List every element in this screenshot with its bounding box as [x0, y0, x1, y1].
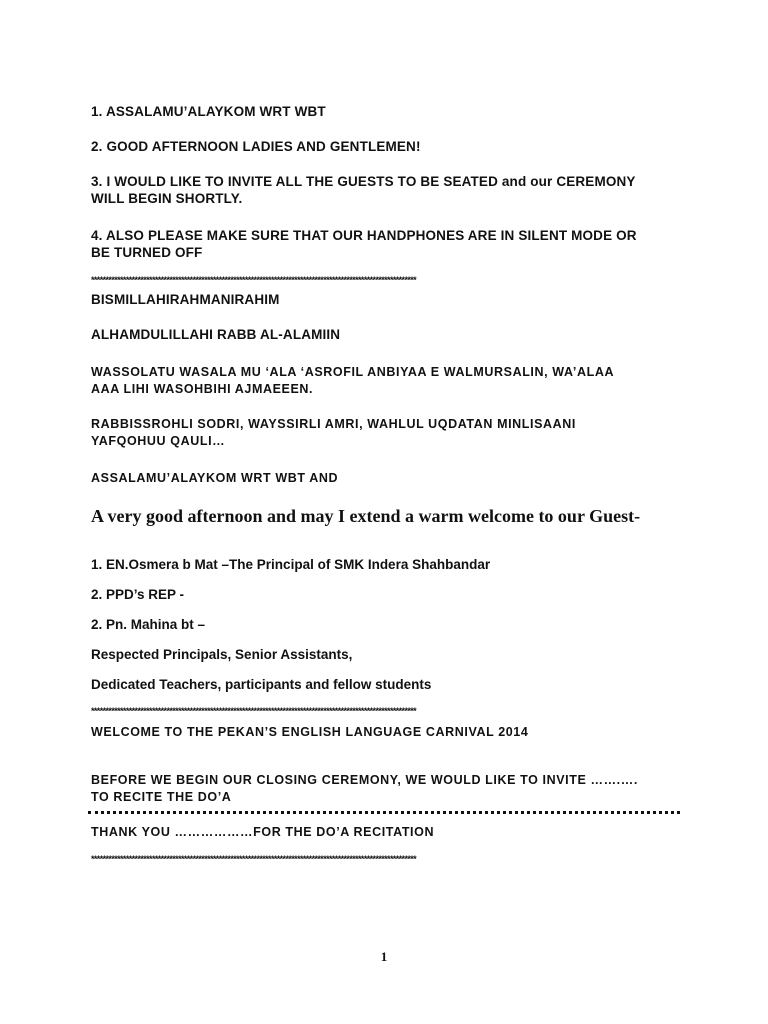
- guest-principal: 1. EN.Osmera b Mat –The Principal of SMK Indera Shahbandar: [91, 557, 491, 572]
- welcome-heading: A very good afternoon and may I extend a warm welcome to our Guest-: [91, 506, 641, 526]
- good-afternoon-line: 2. GOOD AFTERNOON LADIES AND GENTLEMEN!: [91, 139, 421, 154]
- wassolatu-line-cont: AAA LIHI WASOHBIHI AJMAEEEN.: [91, 382, 314, 396]
- invite-guests-line-cont: WILL BEGIN SHORTLY.: [91, 191, 243, 206]
- alhamdulillah-line: ALHAMDULILLAHI RABB AL-ALAMIIN: [91, 327, 341, 342]
- greeting-line: 1. ASSALAMU’ALAYKOM WRT WBT: [91, 104, 326, 119]
- dotted-divider: [88, 811, 680, 814]
- assalamu-and-line: ASSALAMU’ALAYKOM WRT WBT AND: [91, 471, 339, 485]
- page-number: 1: [380, 949, 388, 964]
- rabbissrohli-line-cont: YAFQOHUU QAULI…: [91, 434, 226, 448]
- handphones-line-cont: BE TURNED OFF: [91, 245, 203, 260]
- separator-stars-1: ****************************************************************************************************************: [91, 275, 417, 285]
- separator-stars-3: ****************************************************************************************************************: [91, 854, 417, 864]
- handphones-line: 4. ALSO PLEASE MAKE SURE THAT OUR HANDPHONES ARE IN SILENT MODE OR: [91, 228, 637, 243]
- closing-ceremony-line-cont: TO RECITE THE DO’A: [91, 790, 232, 804]
- thank-you-line: THANK YOU ………………FOR THE DO’A RECITATION: [91, 825, 435, 839]
- guest-ppd-rep: 2. PPD’s REP -: [91, 587, 185, 602]
- rabbissrohli-line: RABBISSROHLI SODRI, WAYSSIRLI AMRI, WAHLUL UQDATAN MINLISAANI: [91, 417, 576, 431]
- closing-ceremony-line: BEFORE WE BEGIN OUR CLOSING CEREMONY, WE WOULD LIKE TO INVITE …….….: [91, 773, 638, 787]
- bismillah-line: BISMILLAHIRAHMANIRAHIM: [91, 292, 280, 307]
- guest-teachers-students: Dedicated Teachers, participants and fellow students: [91, 677, 432, 692]
- separator-stars-2: ****************************************************************************************************************: [91, 706, 417, 716]
- guest-principals-assistants: Respected Principals, Senior Assistants,: [91, 647, 353, 662]
- invite-guests-line: 3. I WOULD LIKE TO INVITE ALL THE GUESTS TO BE SEATED and our CEREMONY: [91, 174, 636, 189]
- guest-pn-mahina: 2. Pn. Mahina bt –: [91, 617, 206, 632]
- carnival-welcome-line: WELCOME TO THE PEKAN’S ENGLISH LANGUAGE CARNIVAL 2014: [91, 725, 529, 739]
- wassolatu-line: WASSOLATU WASALA MU ‘ALA ‘ASROFIL ANBIYAA E WALMURSALIN, WA’ALAA: [91, 365, 615, 379]
